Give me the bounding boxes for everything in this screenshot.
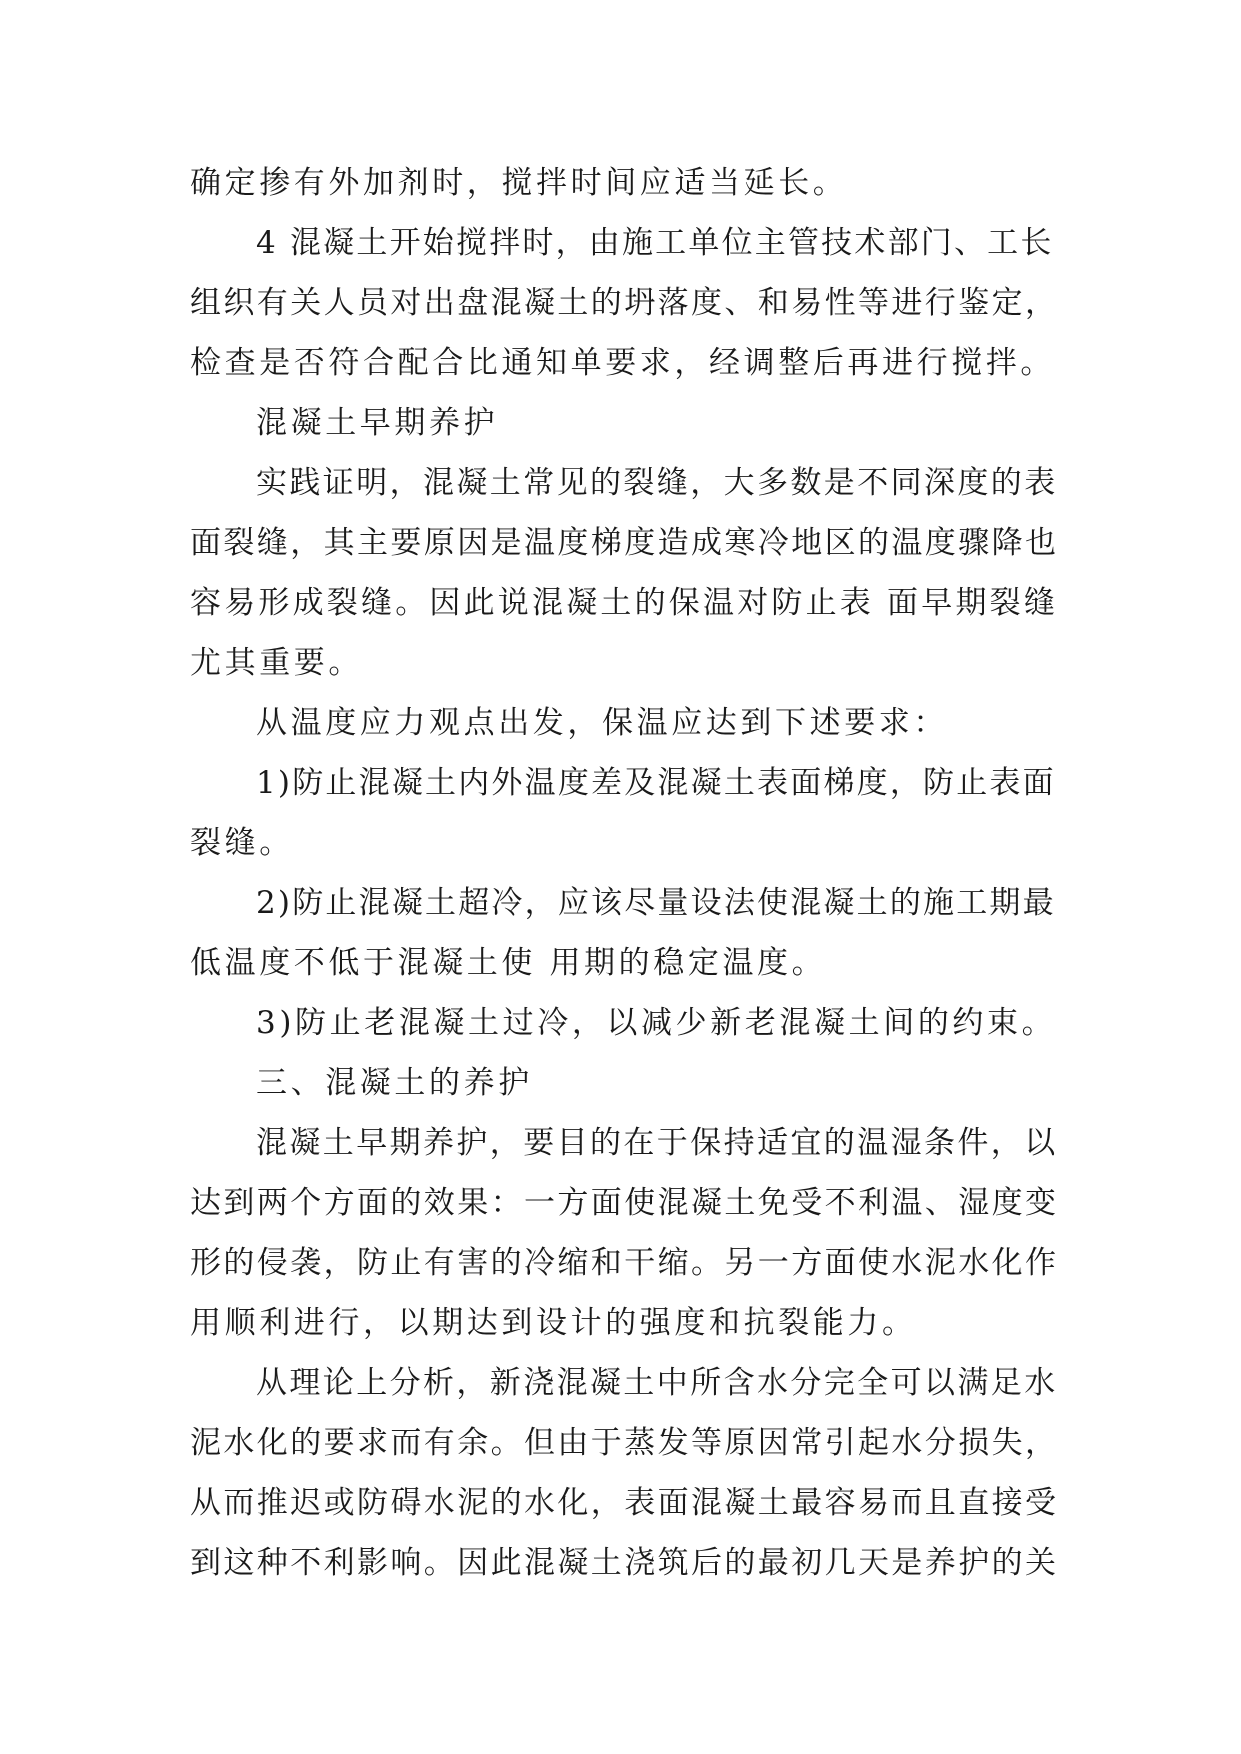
text-line: 裂缝。 [190, 825, 294, 861]
text-line: 4 混凝土开始搅拌时，由施工单位主管技术部门、工长 [256, 225, 1054, 261]
text-line: 形的侵袭，防止有害的冷缩和干缩。另一方面使水泥水化作 [190, 1245, 1059, 1281]
list-item: 3)防止老混凝土过冷，以减少新老混凝土间的约束。 [256, 1005, 1057, 1041]
text-line: 面裂缝，其主要原因是温度梯度造成寒冷地区的温度骤降也 [190, 525, 1059, 561]
text-line: 用顺利进行，以期达到设计的强度和抗裂能力。 [190, 1305, 917, 1341]
text-line: 实践证明，混凝土常见的裂缝，大多数是不同深度的表 [256, 465, 1058, 501]
text-line: 混凝土早期养护，要目的在于保持适宜的温湿条件，以 [256, 1125, 1058, 1161]
text-line: 从而推迟或防碍水泥的水化，表面混凝土最容易而且直接受 [190, 1485, 1059, 1521]
text-line: 尤其重要。 [190, 645, 363, 681]
text-line: 确定掺有外加剂时，搅拌时间应适当延长。 [190, 165, 848, 201]
text-line: 从温度应力观点出发，保温应达到下述要求： [256, 705, 948, 741]
text-line: 到这种不利影响。因此混凝土浇筑后的最初几天是养护的关 [190, 1545, 1059, 1581]
text-line: 组织有关人员对出盘混凝土的坍落度、和易性等进行鉴定， [190, 285, 1059, 321]
section-heading: 三、混凝土的养护 [256, 1065, 533, 1101]
text-line: 泥水化的要求而有余。但由于蒸发等原因常引起水分损失， [190, 1425, 1059, 1461]
text-line: 从理论上分析，新浇混凝土中所含水分完全可以满足水 [256, 1365, 1058, 1401]
list-item: 2)防止混凝土超冷，应该尽量设法使混凝土的施工期最 [256, 885, 1056, 921]
list-item: 1)防止混凝土内外温度差及混凝土表面梯度，防止表面 [256, 765, 1056, 801]
text-line: 低温度不低于混凝土使 用期的稳定温度。 [190, 945, 827, 981]
text-line: 检查是否符合配合比通知单要求，经调整后再进行搅拌。 [190, 345, 1055, 381]
text-line: 容易形成裂缝。因此说混凝土的保温对防止表 面早期裂缝 [190, 585, 1059, 621]
section-heading: 混凝土早期养护 [256, 405, 499, 441]
text-line: 达到两个方面的效果：一方面使混凝土免受不利温、湿度变 [190, 1185, 1059, 1221]
